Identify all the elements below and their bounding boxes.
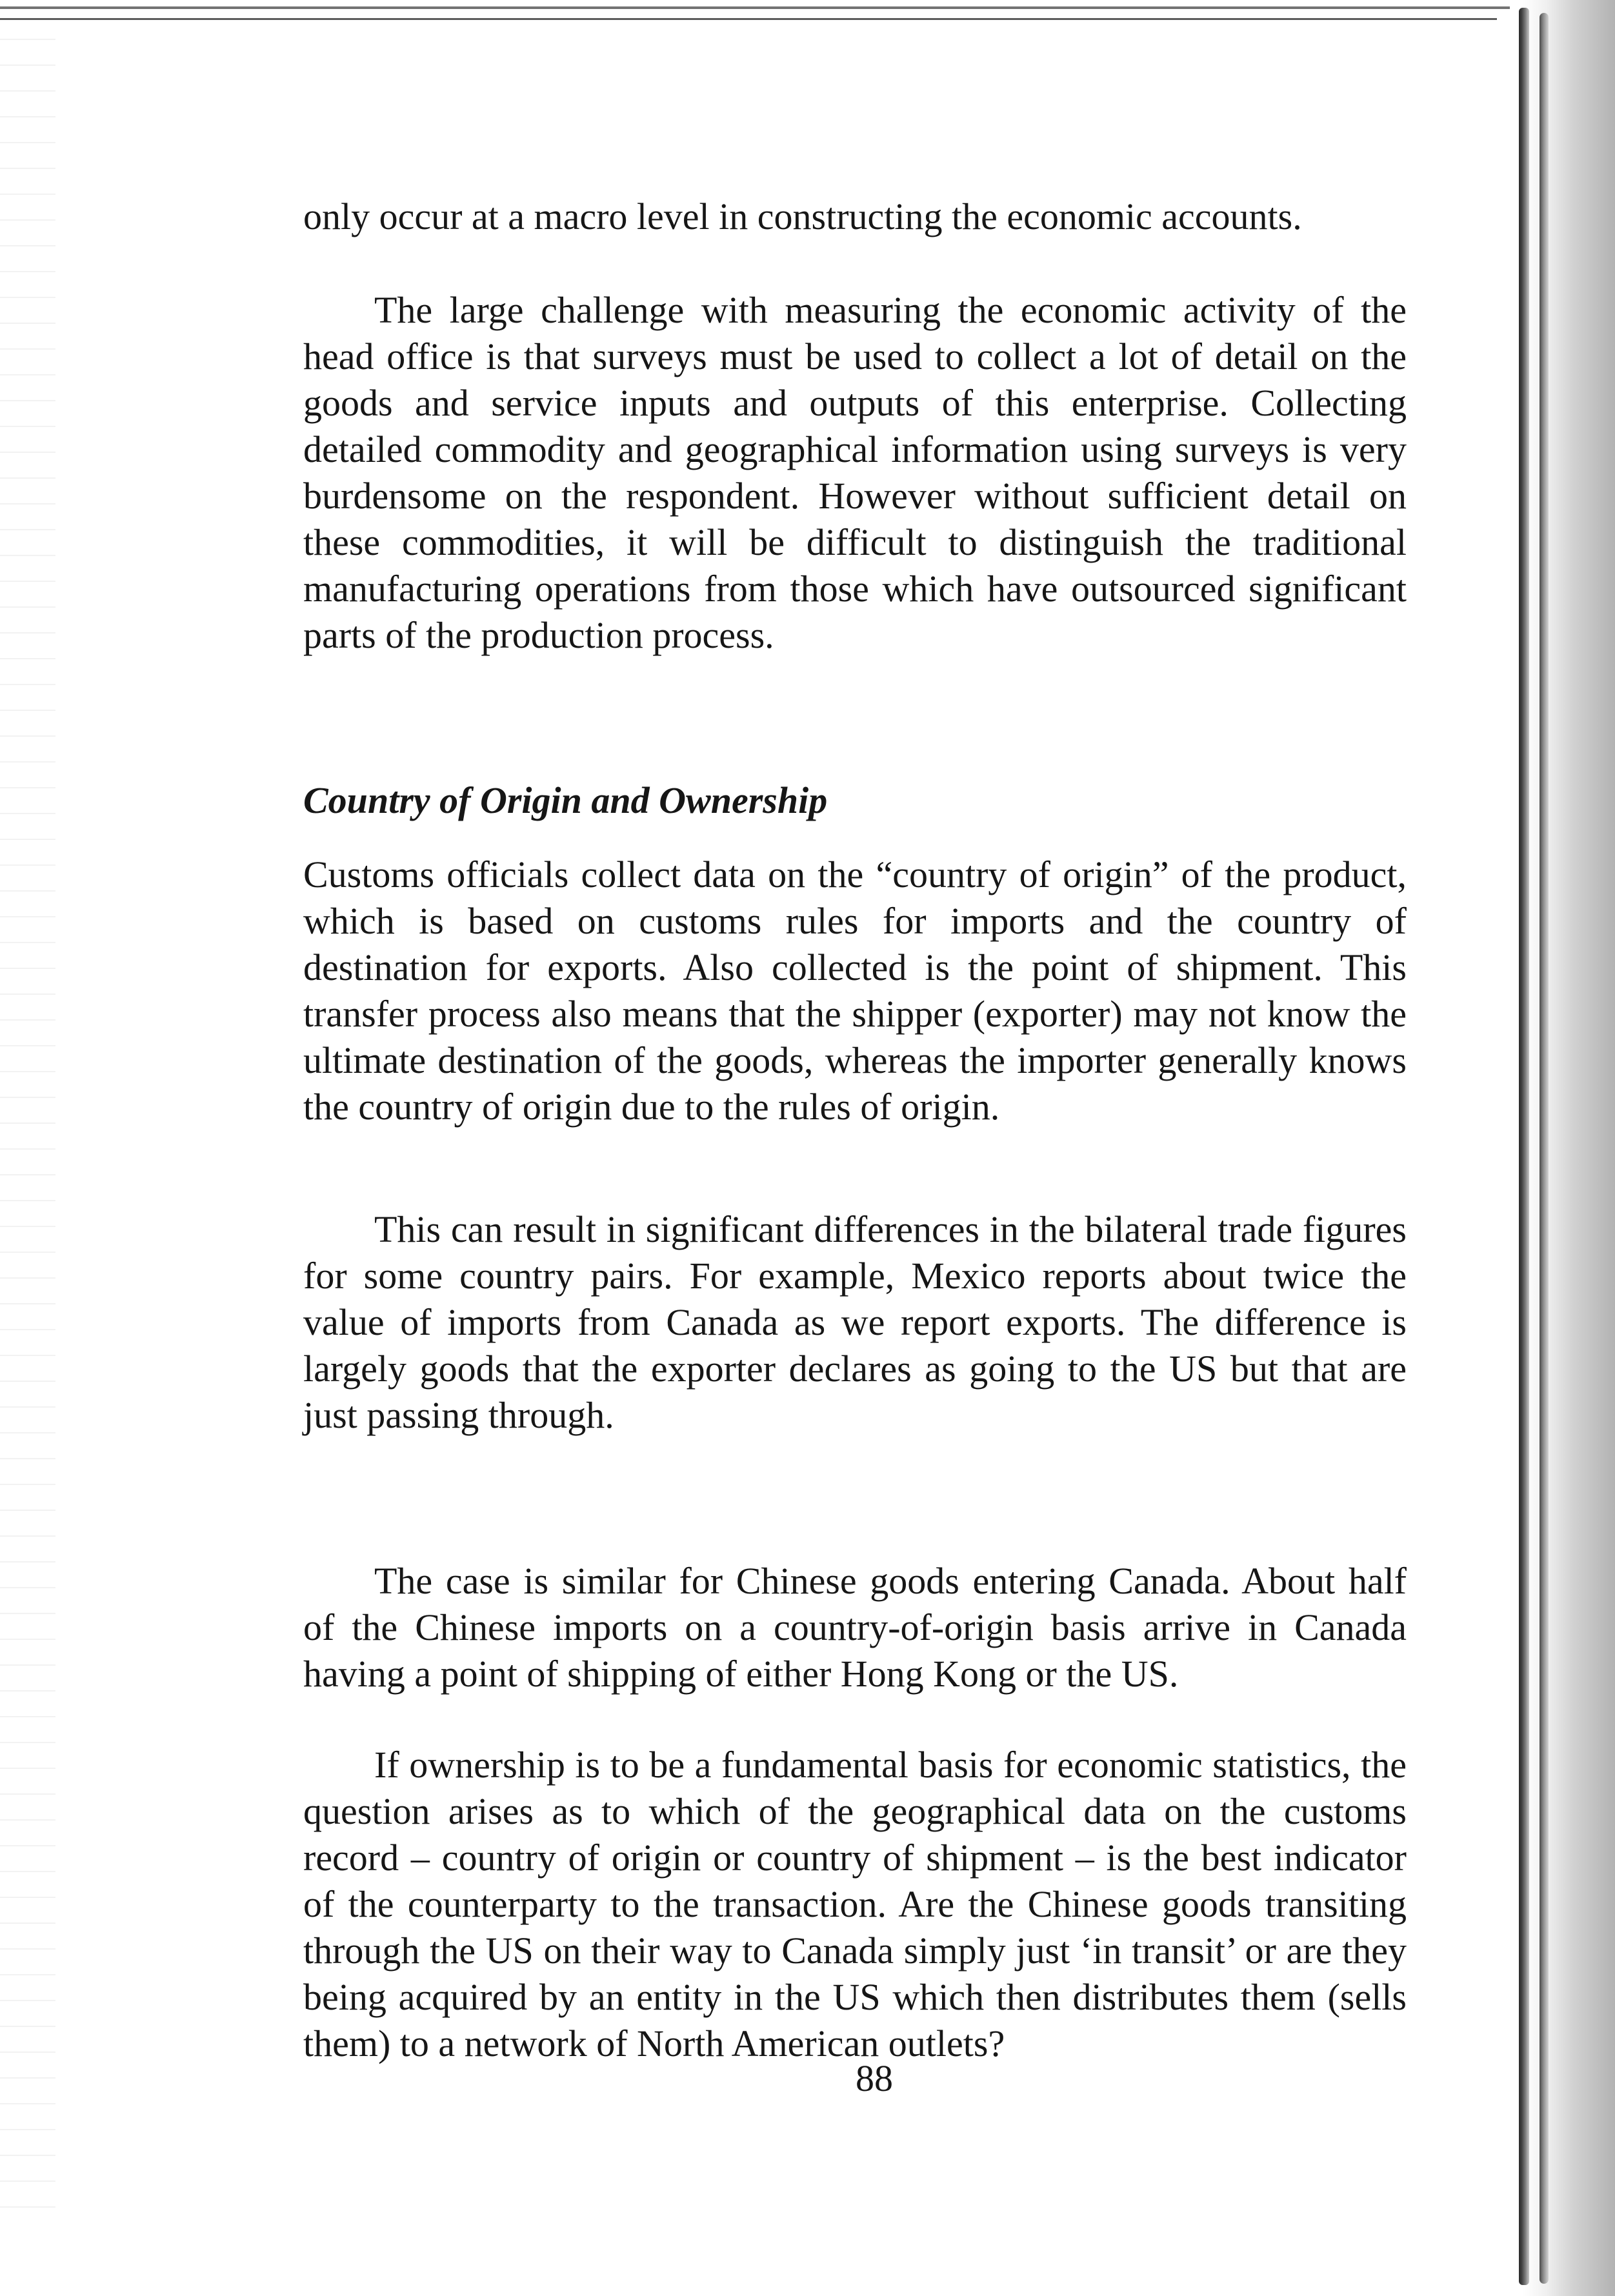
paragraph-customs-data: Customs officials collect data on the “country of origin” of the product, which is based on customs rules for imports and the country of destination for exports. Also collected is the point of shipment. This transfer process also means that the shipper (exporter) may not know the ultimate destination of the goods, whereas the importer generally knows the country of origin due to the rules of origin. xyxy=(303,854,1407,1128)
paragraph-continuation: only occur at a macro level in constructing the economic accounts. xyxy=(303,195,1302,237)
top-rule xyxy=(0,6,1510,9)
paragraph-ownership-question: If ownership is to be a fundamental basis for economic statistics, the question arises as to which of the geographical data on the customs record – country of origin or country of shipment – is the best indicator of the counterparty to the transaction. Are the Chinese goods transiting through the US on their way to Canada simply just ‘in transit’ or are they being acquired by an entity in the US which then distributes them (sells them) to a network of North American outlets? xyxy=(303,1744,1407,2064)
page-number: 88 xyxy=(856,2057,893,2099)
section-heading-country-of-origin: Country of Origin and Ownership xyxy=(303,779,828,821)
paragraph-bilateral-trade: This can result in significant differences in the bilateral trade figures for some country pairs. For example, Mexico reports about twice the value of imports from Canada as we report exports. The difference is largely goods that the exporter declares as going to the US but that are just passing through. xyxy=(303,1208,1407,1436)
book-spine-edge xyxy=(1519,8,1529,2285)
scan-margin-noise xyxy=(0,39,55,2219)
top-rule-secondary xyxy=(0,18,1497,20)
book-spine-shadow xyxy=(1523,0,1615,2296)
book-spine-edge-secondary xyxy=(1540,13,1549,2284)
paragraph-chinese-goods: The case is similar for Chinese goods entering Canada. About half of the Chinese imports on a country-of-origin basis arrive in Canada having a point of shipping of either Hong Kong or the US. xyxy=(303,1560,1407,1695)
page-content xyxy=(303,194,1407,2071)
paragraph-head-office-measurement: The large challenge with measuring the economic activity of the head office is that surveys must be used to collect a lot of detail on the goods and service inputs and outputs of this enterprise. Collecting detailed commodity and geographical information using surveys is very burdensome on the respondent. However without sufficient detail on these commodities, it will be difficult to distinguish the traditional manufacturing operations from those which have outsourced significant parts of the production process. xyxy=(303,289,1407,656)
